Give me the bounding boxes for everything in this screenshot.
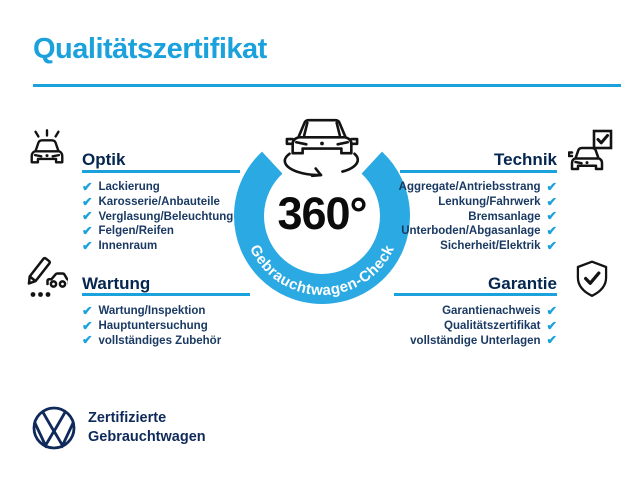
check-icon: ✔: [82, 224, 93, 239]
checklist-label: Verglasung/Beleuchtung: [98, 210, 234, 223]
check-icon: ✔: [82, 194, 93, 209]
checklist-item: [82, 209, 233, 224]
checklist-label: Felgen/Reifen: [98, 225, 174, 238]
checklist-item: [82, 319, 221, 334]
check-icon: ✔: [82, 333, 93, 348]
checklist-label: Lackierung: [98, 181, 160, 194]
check-icon: ✔: [546, 209, 557, 224]
checklist-label: Qualitätszertifikat: [444, 320, 541, 333]
ring-label: Gebrauchtwagen-Check: [246, 241, 398, 300]
shield-check-icon: [572, 258, 612, 300]
check-icon: ✔: [546, 238, 557, 253]
footer-line-1: Zertifizierte: [88, 410, 167, 426]
checklist-label: Wartung/Inspektion: [98, 305, 206, 318]
check-icon: ✔: [546, 180, 557, 195]
check-icon: ✔: [82, 180, 93, 195]
vw-logo: [32, 406, 76, 450]
checklist-label: vollständiges Zubehör: [98, 334, 222, 347]
garantie-checklist: [410, 304, 557, 348]
checklist-label: Unterboden/Abgasanlage: [401, 225, 541, 238]
checklist-item: [444, 319, 557, 334]
checklist-label: Innenraum: [98, 240, 158, 253]
check-icon: ✔: [82, 209, 93, 224]
check-icon: ✔: [82, 238, 93, 253]
checklist-item: [438, 195, 557, 210]
check-icon: ✔: [82, 318, 93, 333]
checklist-item: [82, 333, 221, 348]
section-title-garantie: Garantie: [488, 274, 557, 293]
checklist-item: [82, 224, 233, 239]
check-icon: ✔: [546, 224, 557, 239]
checklist-label: Aggregate/Antriebsstrang: [398, 181, 541, 194]
checklist-item: [82, 239, 233, 254]
checklist-label: vollständige Unterlagen: [410, 334, 541, 347]
car-rotation-icon: [278, 111, 366, 185]
optik-checklist: [82, 180, 233, 253]
checklist-item: [468, 209, 557, 224]
section-divider-wartung: [82, 293, 250, 296]
car-shine-icon: [26, 126, 68, 168]
service-pencil-car-icon: [24, 256, 68, 300]
check-icon: ✔: [546, 304, 557, 319]
section-title-optik: Optik: [82, 150, 126, 169]
footer-line-2: Gebrauchtwagen: [88, 429, 206, 445]
checklist-item: [399, 180, 557, 195]
check-icon: ✔: [546, 318, 557, 333]
checklist-item: [440, 239, 557, 254]
checklist-label: Bremsanlage: [468, 210, 541, 223]
checklist-label: Sicherheit/Elektrik: [440, 240, 541, 253]
checklist-item: [82, 304, 221, 319]
section-divider-optik: [82, 170, 240, 173]
checklist-item: [82, 195, 233, 210]
checklist-item: [442, 304, 557, 319]
checklist-item: [401, 224, 557, 239]
check-icon: ✔: [82, 304, 93, 319]
section-divider-technik: [400, 170, 557, 173]
car-checkbox-icon: [568, 128, 614, 174]
checklist-label: Garantienachweis: [442, 305, 541, 318]
check-icon: ✔: [546, 194, 557, 209]
checklist-label: Lenkung/Fahrwerk: [438, 196, 541, 209]
section-divider-garantie: [394, 293, 557, 296]
wartung-checklist: [82, 304, 221, 348]
checklist-item: [410, 333, 557, 348]
section-title-technik: Technik: [494, 150, 557, 169]
checklist-label: Hauptuntersuchung: [98, 320, 208, 333]
section-title-wartung: Wartung: [82, 274, 151, 293]
checklist-label: Karosserie/Anbauteile: [98, 196, 220, 209]
check-icon: ✔: [546, 333, 557, 348]
title-divider: [33, 84, 621, 87]
technik-checklist: [399, 180, 557, 253]
page-title: Qualitätszertifikat: [33, 33, 267, 65]
footer-brand-text: [88, 409, 206, 447]
checklist-item: [82, 180, 233, 195]
degree-label: 360°: [277, 188, 367, 239]
